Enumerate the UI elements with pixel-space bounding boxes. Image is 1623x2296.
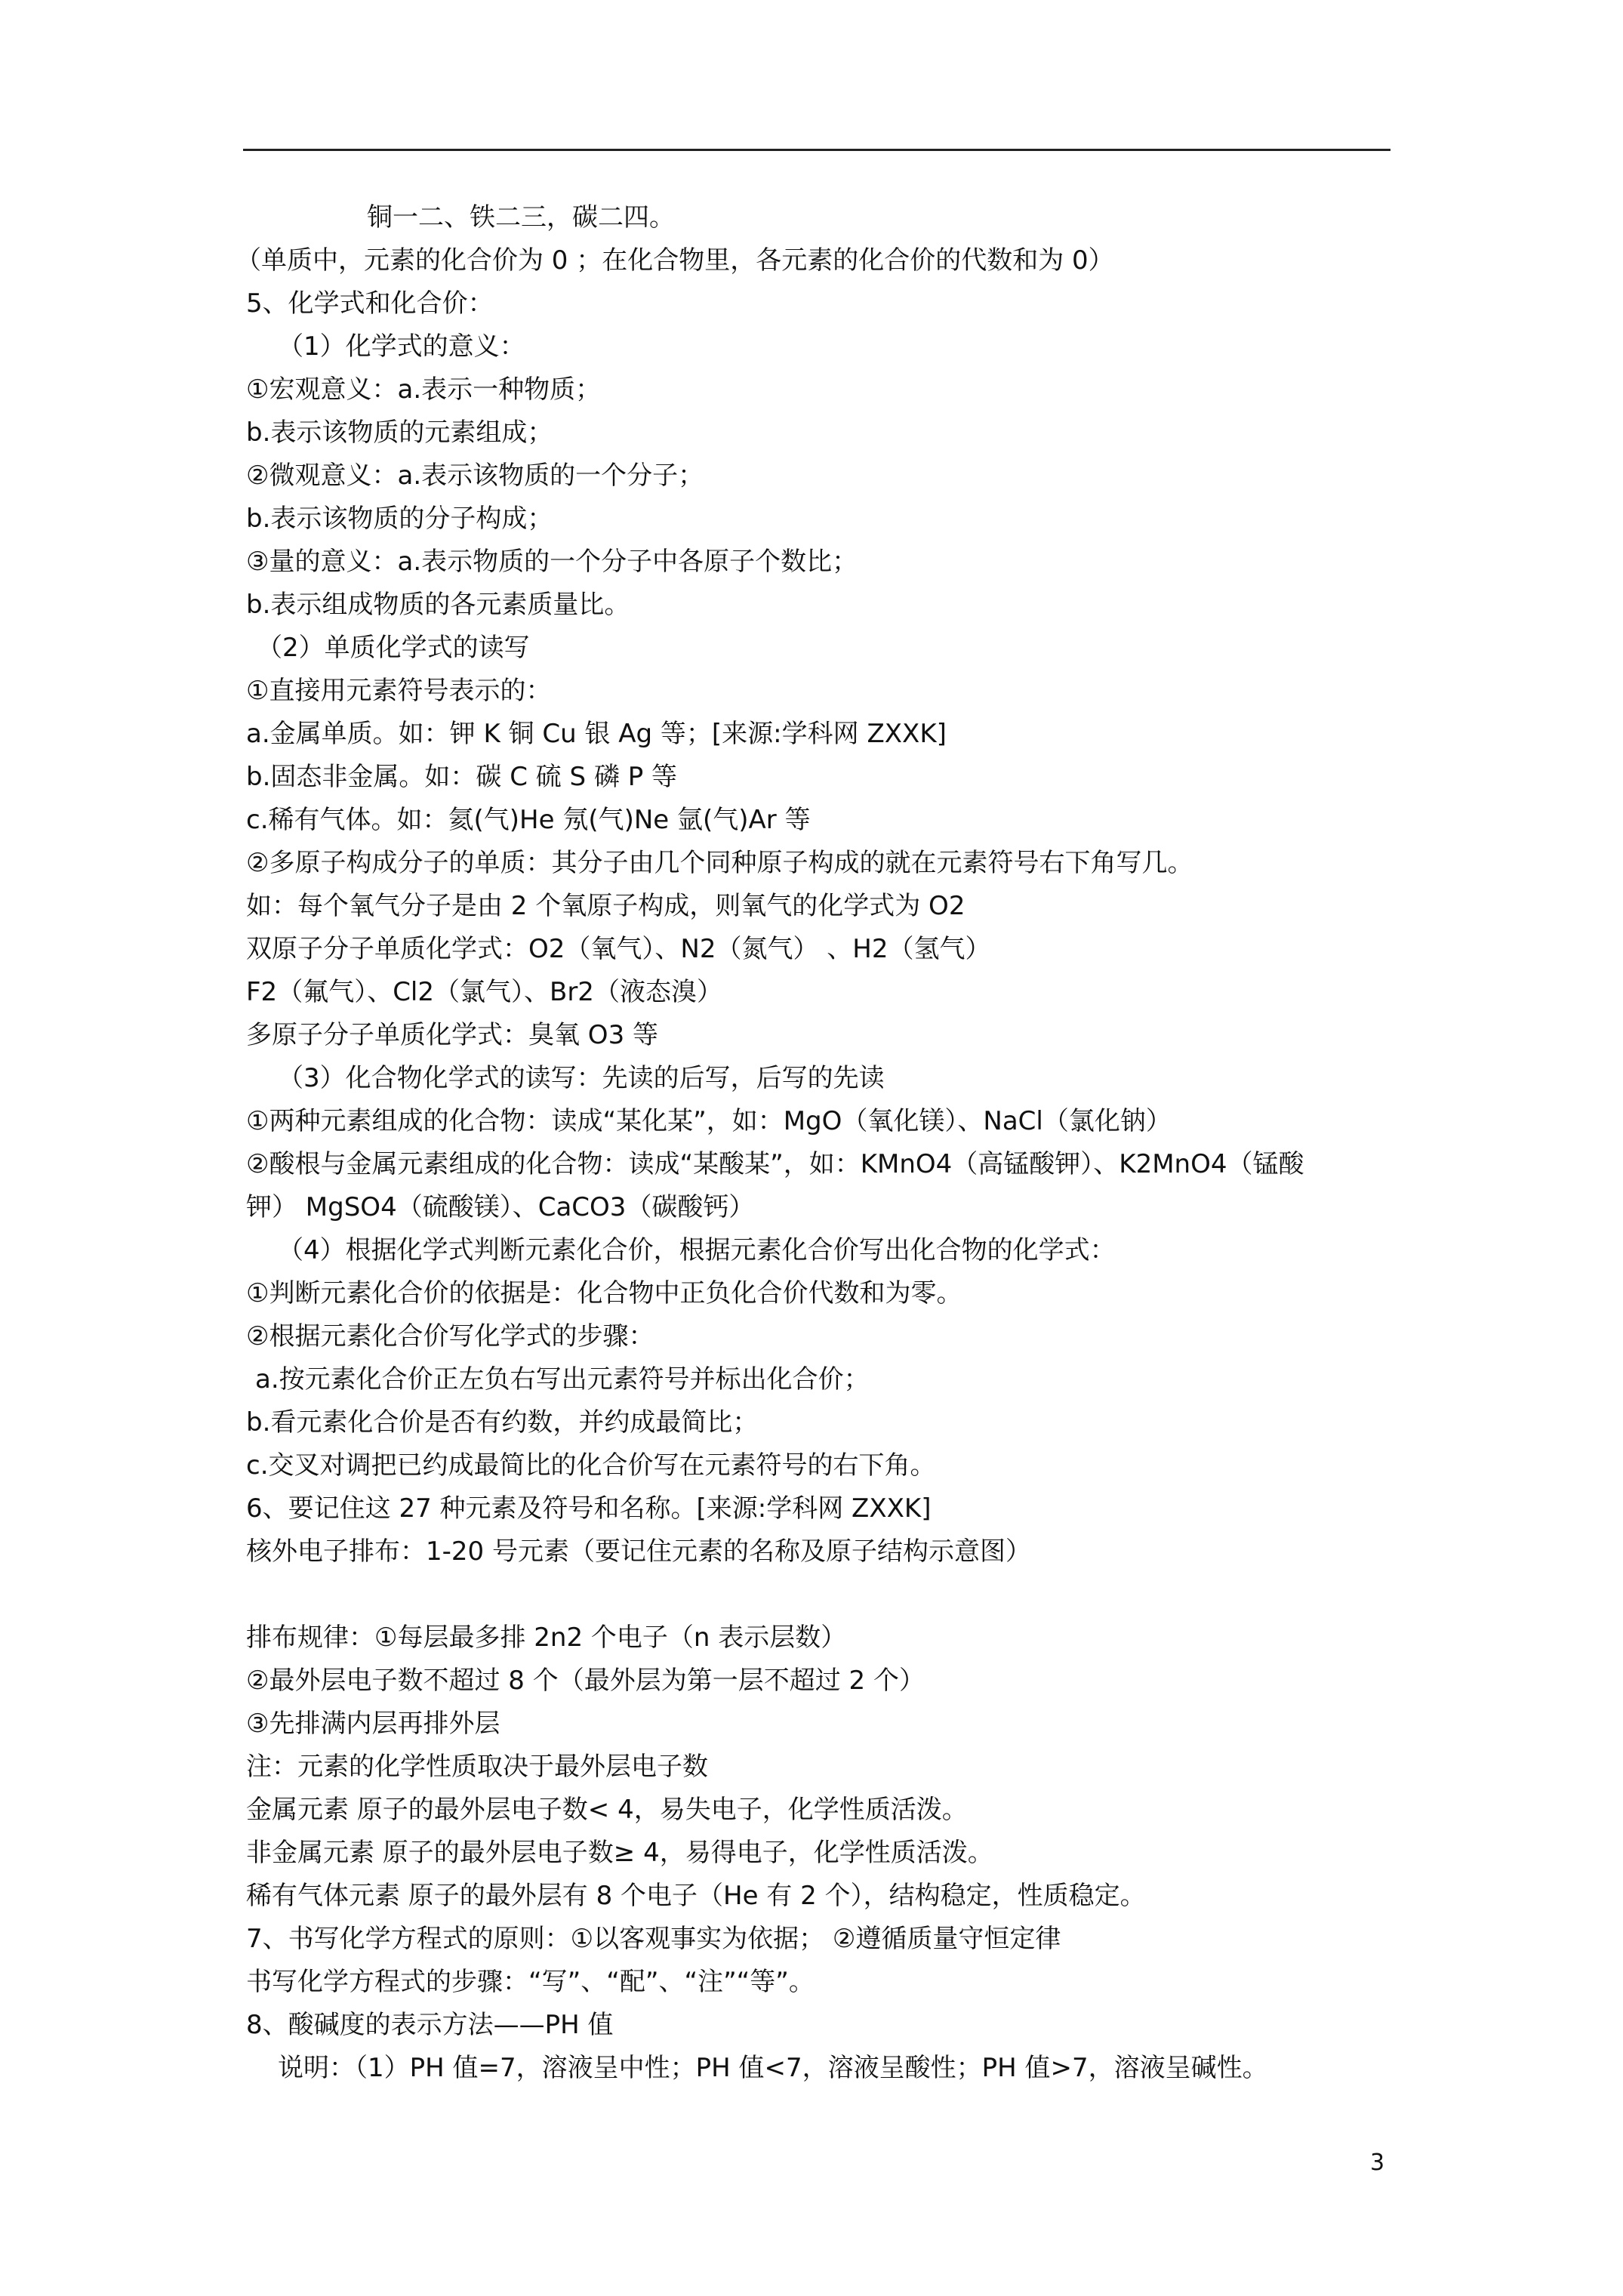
text-line: F2（氟气）、Cl2（氯气）、Br2（液态溴） [246, 977, 722, 1007]
section-heading: 5、化学式和化合价： [246, 288, 494, 319]
text-line: 钾） MgSO4（硫酸镁）、CaCO3（碳酸钙） [246, 1192, 755, 1222]
text-line: 注：元素的化学性质取决于最外层电子数 [246, 1752, 708, 1782]
text-line: a.金属单质。如：钾 K 铜 Cu 银 Ag 等；[来源:学科网 ZXXK] [246, 719, 947, 749]
text-line: c.稀有气体。如：氦(气)He 氖(气)Ne 氩(气)Ar 等 [246, 805, 811, 835]
subsection-heading: （1）化学式的意义： [278, 331, 525, 362]
text-line: 核外电子排布：1-20 号元素（要记住元素的名称及原子结构示意图） [246, 1536, 1031, 1567]
text-line: ①两种元素组成的化合物：读成“某化某”，如：MgO（氧化镁）、NaCl（氯化钠） [246, 1106, 1172, 1136]
text-line: 如：每个氧气分子是由 2 个氧原子构成，则氧气的化学式为 O2 [246, 891, 965, 921]
section-heading: 7、书写化学方程式的原则：①以客观事实为依据； ②遵循质量守恒定律 [246, 1924, 1061, 1954]
header-rule [243, 149, 1390, 151]
text-line: ③量的意义：a.表示物质的一个分子中各原子个数比； [246, 547, 858, 577]
text-line: ①宏观意义：a.表示一种物质； [246, 374, 602, 405]
text-line: ①判断元素化合价的依据是：化合物中正负化合价代数和为零。 [246, 1278, 962, 1308]
subsection-heading: （4）根据化学式判断元素化合价，根据元素化合价写出化合物的化学式： [278, 1235, 1116, 1265]
text-line: 稀有气体元素 原子的最外层有 8 个电子（He 有 2 个），结构稳定，性质稳定。 [246, 1881, 1146, 1911]
text-line: （单质中，元素的化合价为 0 ；在化合物里，各元素的化合价的代数和为 0） [236, 245, 1114, 276]
text-line: ②最外层电子数不超过 8 个（最外层为第一层不超过 2 个） [246, 1666, 925, 1696]
text-line: 说明：（1）PH 值=7，溶液呈中性；PH 值<7，溶液呈酸性；PH 值>7，溶液呈碱性。 [278, 2053, 1268, 2083]
text-line: 排布规律：①每层最多排 2n2 个电子（n 表示层数） [246, 1623, 847, 1653]
section-heading: 8、酸碱度的表示方法——PH 值 [246, 2010, 614, 2040]
section-heading: 6、要记住这 27 种元素及符号和名称。[来源:学科网 ZXXK] [246, 1493, 932, 1524]
text-line: a.按元素化合价正左负右写出元素符号并标出化合价； [255, 1364, 870, 1395]
text-line: 书写化学方程式的步骤：“写”、“配”、“注”“等”。 [246, 1967, 815, 1997]
text-line: ①直接用元素符号表示的： [246, 676, 552, 706]
text-line: ②微观意义：a.表示该物质的一个分子； [246, 461, 704, 491]
blank-line [246, 1573, 1394, 1616]
text-line: b.固态非金属。如：碳 C 硫 S 磷 P 等 [246, 762, 678, 792]
text-line: ③先排满内层再排外层 [246, 1709, 500, 1739]
text-line: 多原子分子单质化学式：臭氧 O3 等 [246, 1020, 659, 1050]
text-line: ②多原子构成分子的单质：其分子由几个同种原子构成的就在元素符号右下角写几。 [246, 848, 1193, 878]
subsection-heading: （3）化合物化学式的读写：先读的后写，后写的先读 [278, 1063, 885, 1093]
text-line: ②根据元素化合价写化学式的步骤： [246, 1321, 654, 1351]
text-line: 双原子分子单质化学式：O2（氧气）、N2（氮气） 、H2（氢气） [246, 934, 991, 964]
text-line: b.看元素化合价是否有约数，并约成最简比； [246, 1407, 759, 1438]
text-line: b.表示该物质的分子构成； [246, 504, 553, 534]
subsection-heading: （2）单质化学式的读写 [257, 633, 530, 663]
page-body [236, 196, 1394, 2090]
page-number: 3 [1370, 2150, 1385, 2176]
text-line: b.表示组成物质的各元素质量比。 [246, 590, 630, 620]
text-line: c.交叉对调把已约成最简比的化合价写在元素符号的右下角。 [246, 1450, 936, 1481]
text-line: 铜一二、铁二三，碳二四。 [367, 202, 675, 233]
text-line: ②酸根与金属元素组成的化合物：读成“某酸某”，如：KMnO4（高锰酸钾）、K2MnO4（锰酸 [246, 1149, 1304, 1179]
text-line: b.表示该物质的元素组成； [246, 418, 553, 448]
text-line: 非金属元素 原子的最外层电子数≥ 4，易得电子，化学性质活泼。 [246, 1838, 993, 1868]
text-line: 金属元素 原子的最外层电子数< 4，易失电子，化学性质活泼。 [246, 1795, 968, 1825]
